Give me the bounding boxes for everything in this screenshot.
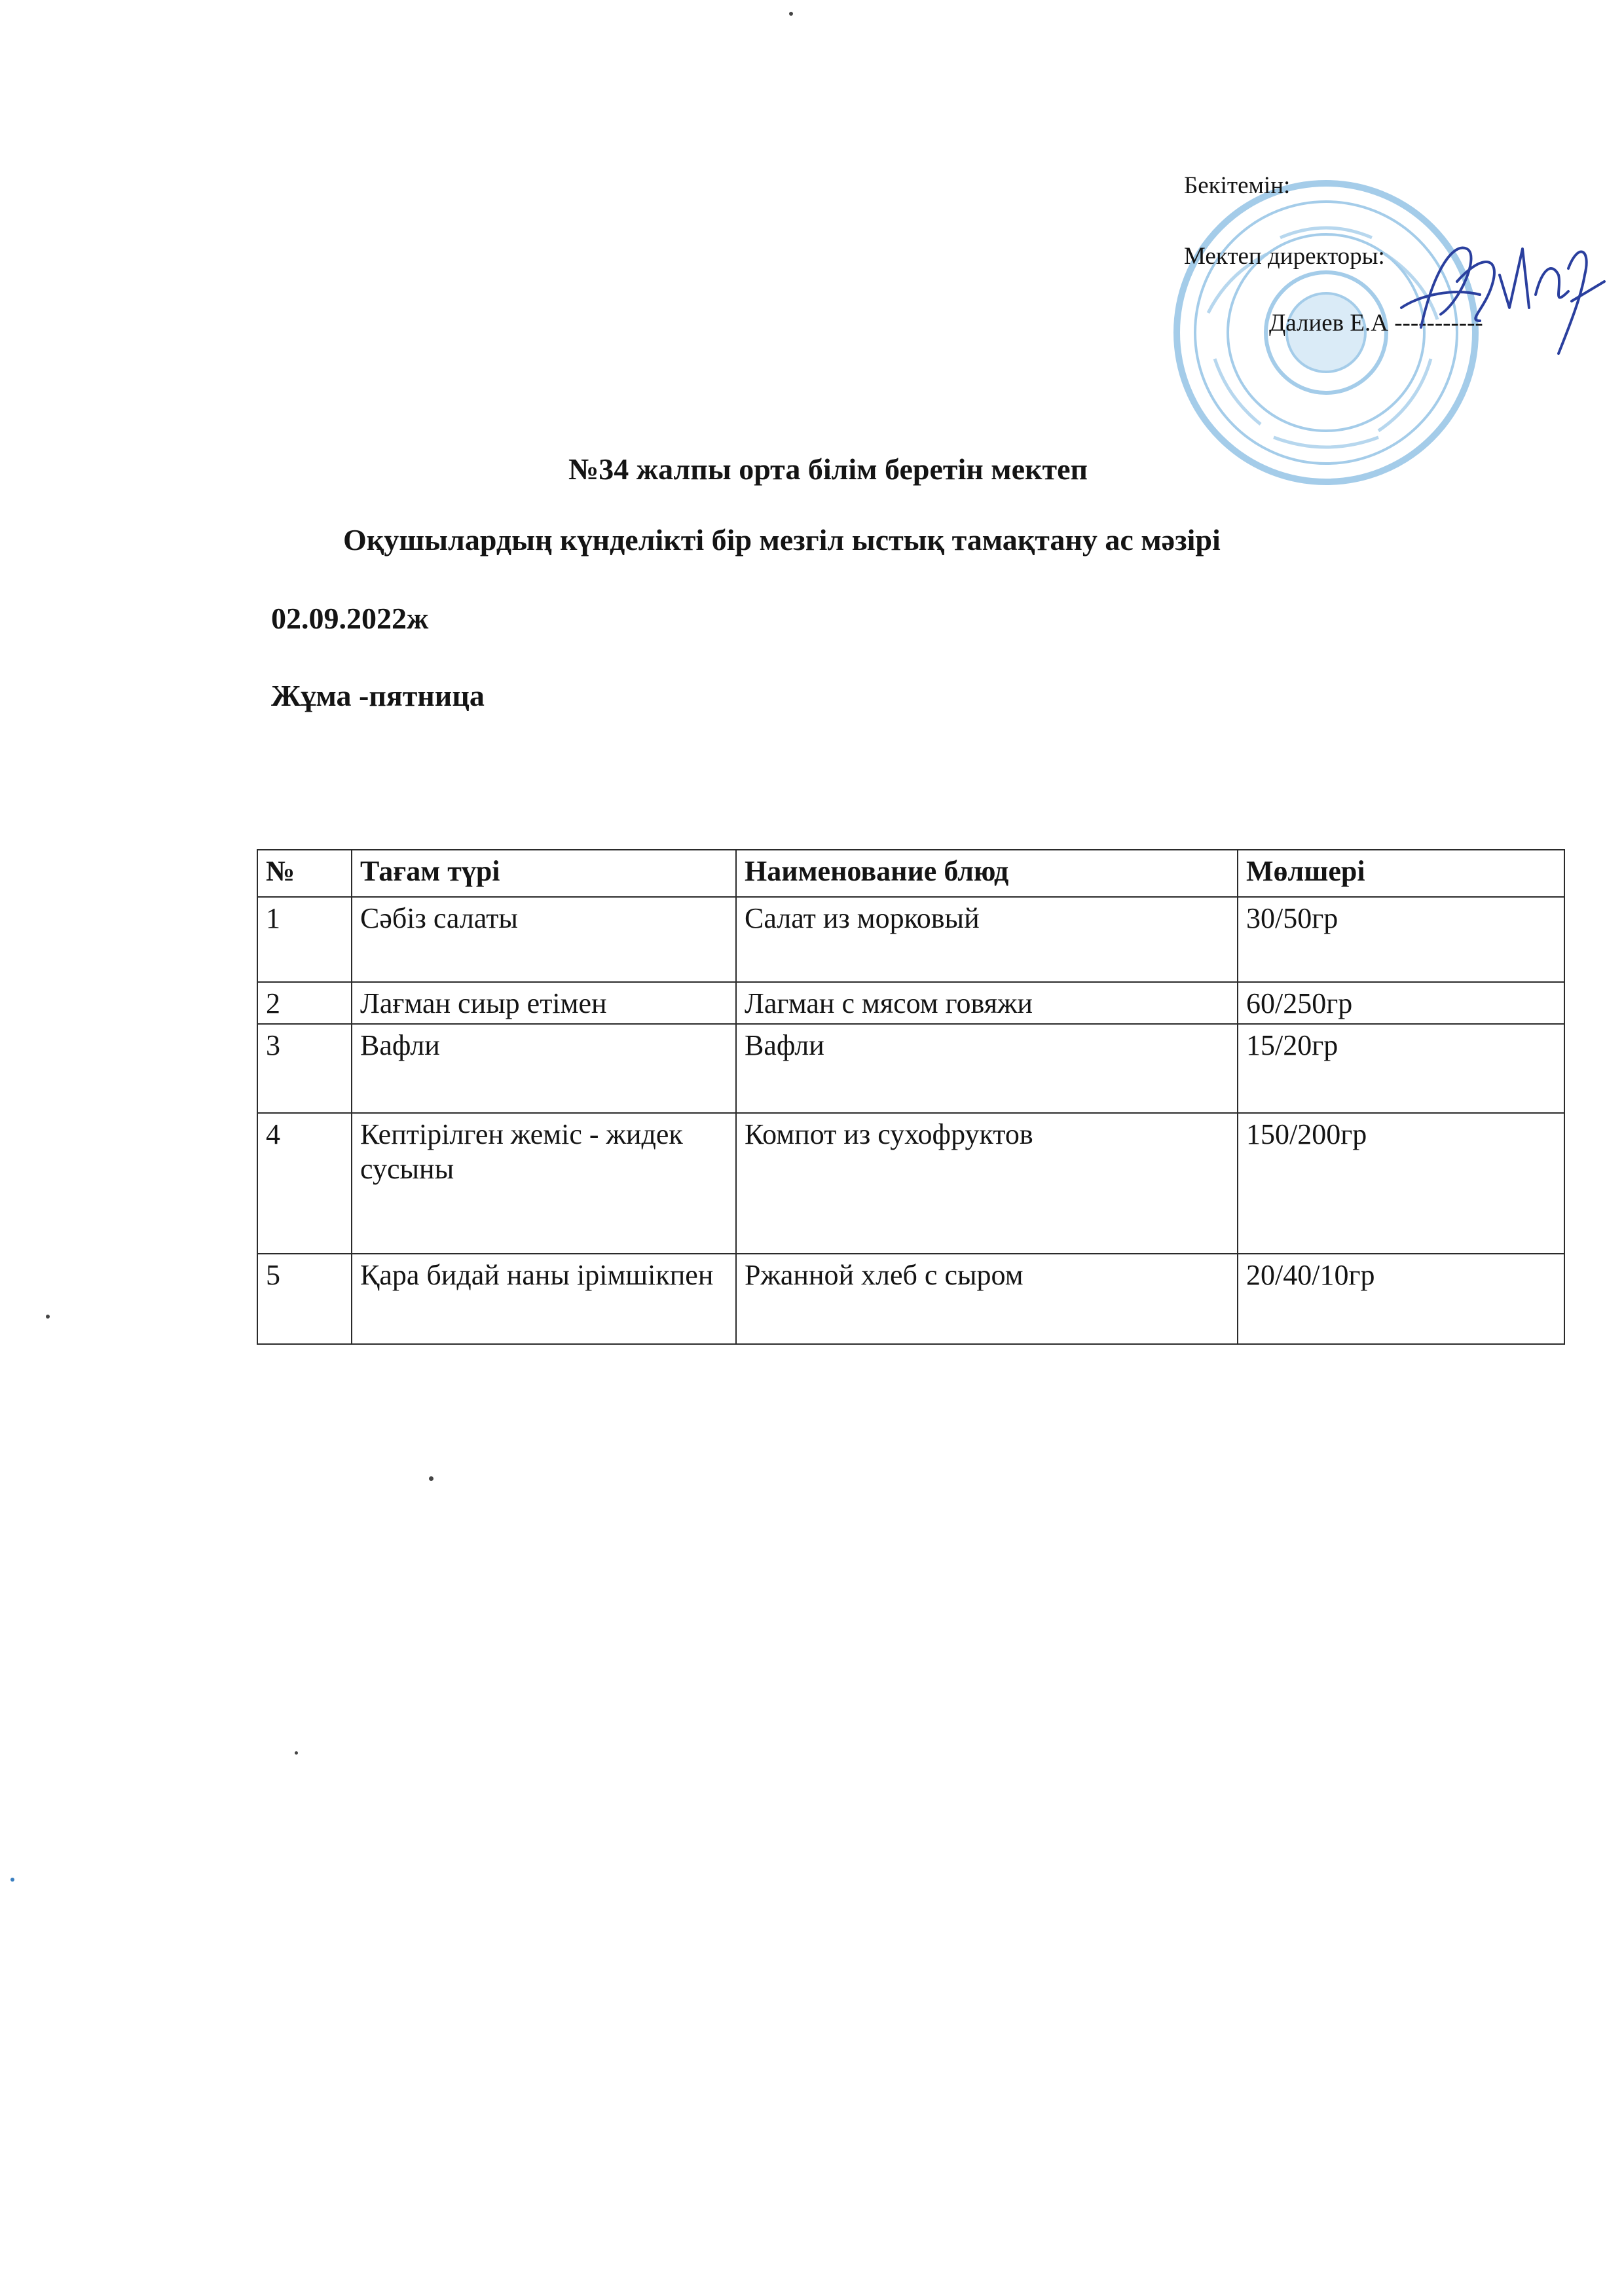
table-row [257, 982, 1564, 1024]
director-signature [1395, 229, 1611, 360]
portion-cell: 20/40/10гр [1238, 1254, 1564, 1344]
dish-name-cell: Ржанной хлеб с сыром [736, 1254, 1238, 1344]
portion-cell: 30/50гр [1238, 897, 1564, 982]
approved-label: Бекітемін: [1184, 172, 1291, 199]
menu-weekday: Жұма -пятница [271, 679, 485, 712]
menu-title: Оқушылардың күнделікті бір мезгіл ыстық тамақтану ас мәзірі [343, 523, 1221, 556]
row-number: 2 [257, 982, 352, 1024]
dish-type-cell: Лағман сиыр етімен [352, 982, 736, 1024]
scan-speck [789, 12, 793, 16]
portion-cell: 15/20гр [1238, 1024, 1564, 1113]
table-row [257, 1113, 1564, 1254]
portion-cell: 60/250гр [1238, 982, 1564, 1024]
row-number: 4 [257, 1113, 352, 1254]
dish-name-cell: Салат из морковый [736, 897, 1238, 982]
scan-speck [295, 1751, 298, 1755]
column-header-portion: Мөлшері [1238, 850, 1564, 897]
table-row [257, 1254, 1564, 1344]
portion-cell: 150/200гр [1238, 1113, 1564, 1254]
row-number: 5 [257, 1254, 352, 1344]
table-header-row [257, 850, 1564, 897]
scan-speck [46, 1315, 50, 1319]
menu-table [257, 849, 1565, 1345]
column-header-dish-type: Тағам түрі [352, 850, 736, 897]
dish-name-cell: Лагман с мясом говяжи [736, 982, 1238, 1024]
dish-name-cell: Компот из сухофруктов [736, 1113, 1238, 1254]
menu-date: 02.09.2022ж [271, 602, 429, 635]
director-name: Далиев Е.А ----------- [1269, 310, 1483, 337]
table-row [257, 897, 1564, 982]
scan-speck [10, 1878, 14, 1882]
dish-type-cell: Кептірілген жеміс - жидек сусыны [352, 1113, 736, 1254]
column-header-number: № [257, 850, 352, 897]
table-row [257, 1024, 1564, 1113]
scan-speck [429, 1476, 434, 1481]
column-header-dish-name: Наименование блюд [736, 850, 1238, 897]
dish-type-cell: Қара бидай наны ірімшікпен [352, 1254, 736, 1344]
row-number: 1 [257, 897, 352, 982]
school-title: №34 жалпы орта білім беретін мектеп [568, 452, 1088, 486]
director-label: Мектеп директоры: [1184, 243, 1385, 270]
dish-name-cell: Вафли [736, 1024, 1238, 1113]
dish-type-cell: Вафли [352, 1024, 736, 1113]
dish-type-cell: Сәбіз салаты [352, 897, 736, 982]
row-number: 3 [257, 1024, 352, 1113]
